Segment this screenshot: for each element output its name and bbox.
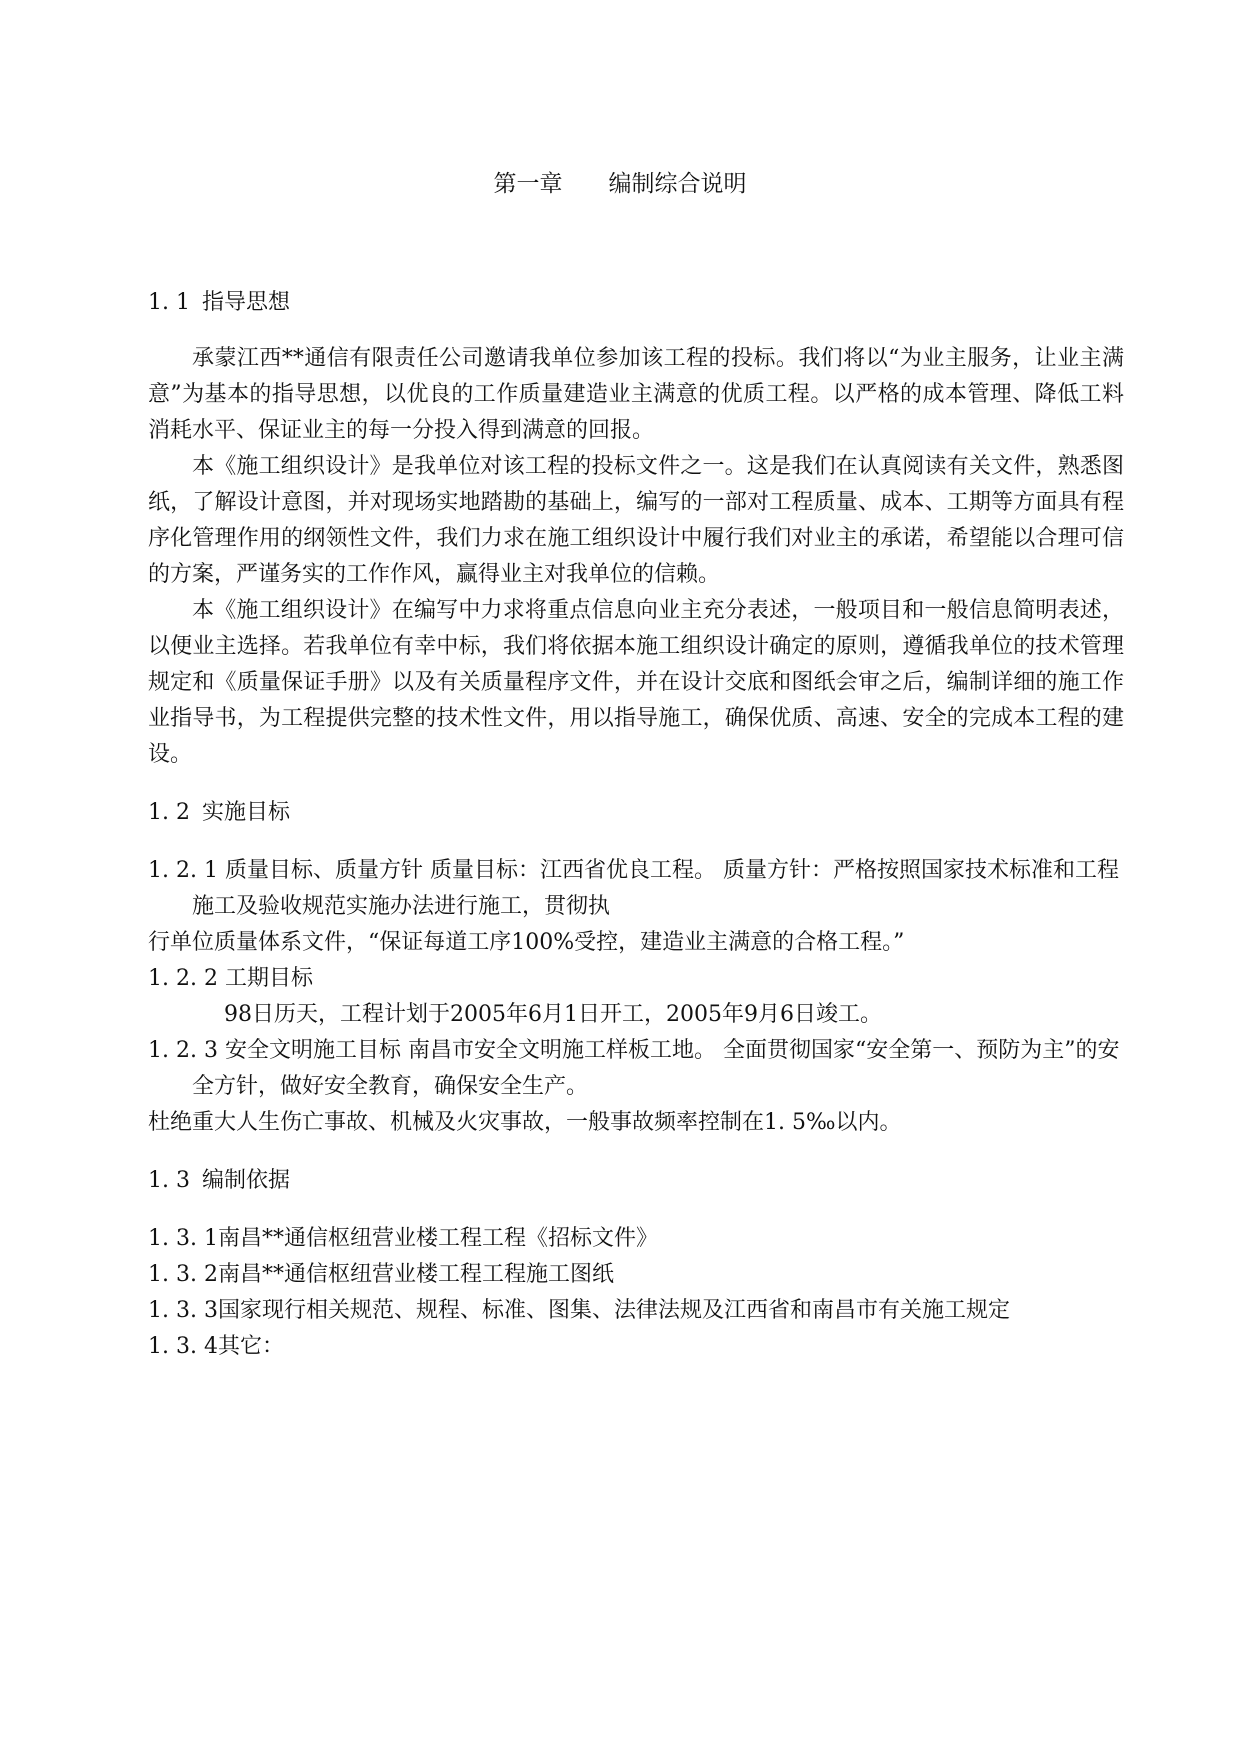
document-body: [148, 285, 1124, 1365]
section-1-3-heading: [148, 1163, 1124, 1199]
chapter-number: 第一章: [493, 171, 563, 197]
basis-item: 1. 3. 1南昌**通信枢纽营业楼工程工程《招标文件》: [148, 1226, 658, 1251]
basis-item: 1. 3. 4其它：: [148, 1334, 284, 1359]
schedule-target-heading: 1. 2. 2 工期目标: [148, 966, 313, 991]
paragraph: 本《施工组织设计》在编写中力求将重点信息向业主充分表述，一般项目和一般信息简明表述，以便业主选择。若我单位有幸中标，我们将依据本施工组织设计确定的原则，遵循我单位的技术管理规定和《质量保证手册》以及有关质量程序文件，并在设计交底和图纸会审之后，编制详细的施工作业指导书，为工程提供完整的技术性文件，用以指导施工，确保优质、高速、安全的完成本工程的建设。: [148, 598, 1124, 767]
schedule-target-text: 98日历天，工程计划于2005年6月1日开工，2005年9月6日竣工。: [224, 1002, 882, 1027]
safety-target-line: 1. 2. 3 安全文明施工目标 南昌市安全文明施工样板工地。 全面贯彻国家“安全第一、预防为主”的安全方针，做好安全教育，确保安全生产。: [148, 1038, 1120, 1099]
section-title: 编制依据: [201, 1168, 290, 1193]
quality-target-continuation: 行单位质量体系文件，“保证每道工序100%受控，建造业主满意的合格工程。”: [148, 930, 905, 955]
chapter-name: 编制综合说明: [608, 171, 747, 197]
safety-target-continuation: 杜绝重大人生伤亡事故、机械及火灾事故，一般事故频率控制在1. 5‰以内。: [148, 1110, 902, 1135]
section-number: 1. 1: [148, 290, 190, 315]
section-1-2-heading: [148, 795, 1124, 831]
chapter-title: [0, 168, 1240, 200]
section-1-1-heading: [148, 285, 1124, 321]
basis-item: 1. 3. 2南昌**通信枢纽营业楼工程工程施工图纸: [148, 1262, 614, 1287]
quality-target-line: 1. 2. 1 质量目标、质量方针 质量目标：江西省优良工程。 质量方针：严格按照国家技术标准和工程施工及验收规范实施办法进行施工，贯彻执: [148, 858, 1119, 919]
section-number: 1. 2: [148, 800, 190, 825]
section-title: 实施目标: [201, 800, 290, 825]
paragraph: 本《施工组织设计》是我单位对该工程的投标文件之一。这是我们在认真阅读有关文件，熟悉图纸，了解设计意图，并对现场实地踏勘的基础上，编写的一部对工程质量、成本、工期等方面具有程序化管理作用的纲领性文件，我们力求在施工组织设计中履行我们对业主的承诺，希望能以合理可信的方案，严谨务实的工作作风，赢得业主对我单位的信赖。: [148, 454, 1124, 587]
paragraph: 承蒙江西**通信有限责任公司邀请我单位参加该工程的投标。我们将以“为业主服务，让业主满意”为基本的指导思想，以优良的工作质量建造业主满意的优质工程。以严格的成本管理、降低工料消耗水平、保证业主的每一分投入得到满意的回报。: [148, 346, 1124, 443]
section-title: 指导思想: [201, 290, 290, 315]
basis-item: 1. 3. 3国家现行相关规范、规程、标准、图集、法律法规及江西省和南昌市有关施工规定: [148, 1298, 1010, 1323]
section-number: 1. 3: [148, 1168, 190, 1193]
